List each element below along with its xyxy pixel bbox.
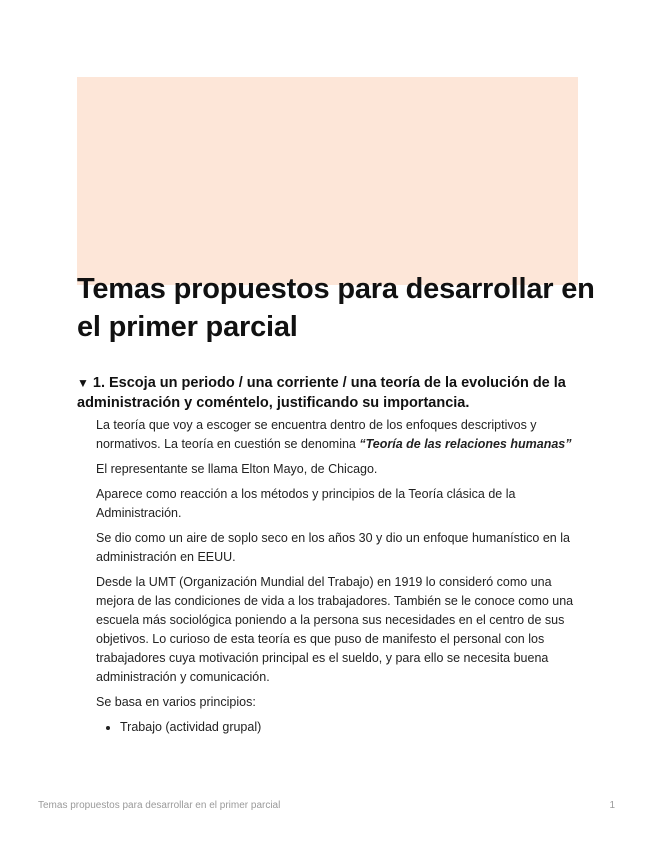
footer-title: Temas propuestos para desarrollar en el primer parcial (38, 800, 281, 811)
page-title: Temas propuestos para desarrollar en el primer parcial (77, 273, 595, 343)
paragraph-text: La teoría que voy a escoger se encuentra dentro de los enfoques descriptivos y normativos. La teoría en cuestión se denomina (96, 418, 537, 451)
paragraph: Se dio como un aire de soplo seco en los años 30 y dio un enfoque humanístico en la administración en EEUU. (96, 531, 570, 564)
paragraph: Aparece como reacción a los métodos y principios de la Teoría clásica de la Administración. (96, 487, 516, 520)
paragraph: Desde la UMT (Organización Mundial del Trabajo) en 1919 lo consideró como una mejora de las condiciones de vida a los trabajadores. También se le conoce como una escuela más sociológica poniendo a la persona sus necesidades en el centro de sus objetivos. Lo curioso de esta teoría es que puso de manifesto el personal con los trabajadores cuya motivación principal es el sueldo, y para ello se necesita buena administración y comunicación. (96, 575, 574, 684)
triangle-down-icon[interactable]: ▼ (77, 376, 89, 390)
paragraph (96, 416, 578, 454)
page-number: 1 (609, 800, 615, 811)
toggle-content (96, 416, 578, 737)
theory-name: “Teoría de las relaciones humanas” (359, 437, 572, 451)
cover-image (77, 77, 578, 285)
bullet-list (96, 718, 578, 737)
paragraph: El representante se llama Elton Mayo, de Chicago. (96, 462, 378, 476)
list-item: • Trabajo (actividad grupal) (120, 718, 578, 737)
toggle-heading-text: 1. Escoja un periodo / una corriente / una teoría de la evolución de la administración y coméntelo, justificando su importancia. (77, 375, 566, 411)
paragraph: Se basa en varios principios: (96, 695, 256, 709)
toggle-heading[interactable] (77, 373, 577, 413)
